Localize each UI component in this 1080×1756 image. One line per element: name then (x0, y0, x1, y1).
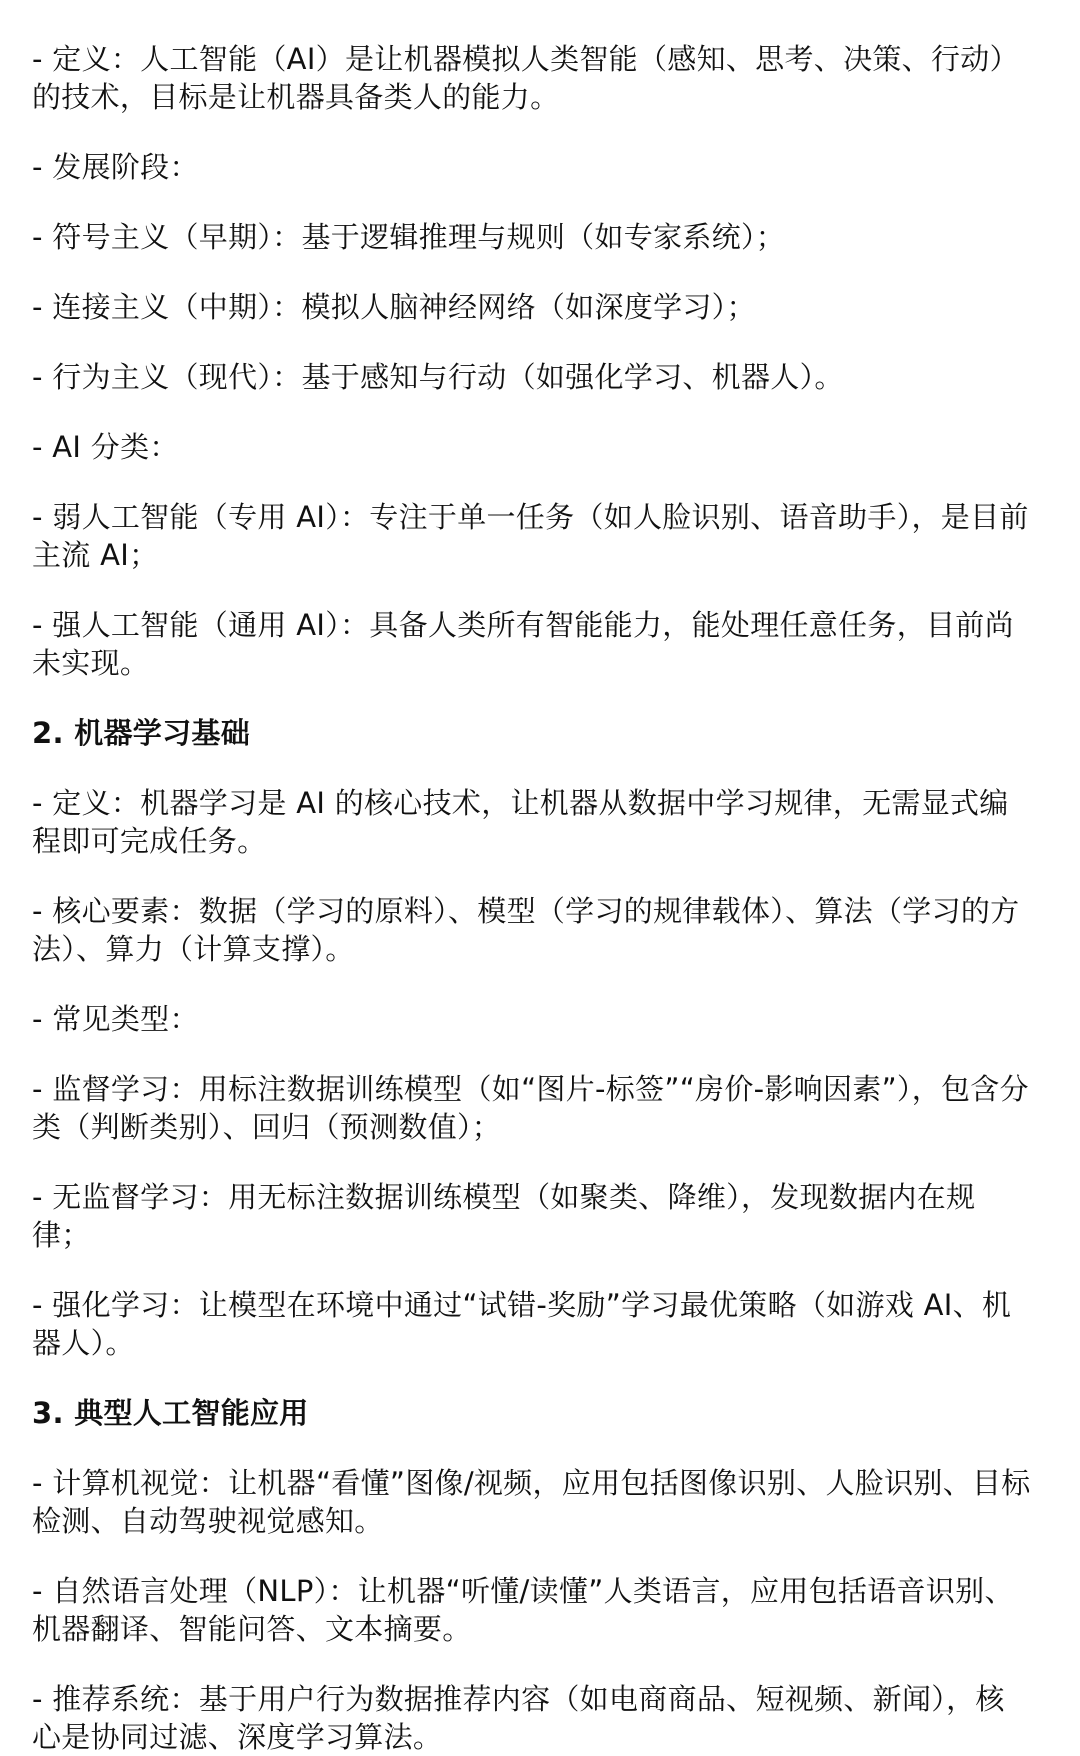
paragraph-common-types: - 常见类型： (32, 1002, 199, 1036)
paragraph-reinforcement-learning: - 强化学习：让模型在环境中通过“试错-奖励”学习最优策略（如游戏 AI、机器人）。 (32, 1288, 1012, 1360)
paragraph-unsupervised-learning: - 无监督学习：用无标注数据训练模型（如聚类、降维），发现数据内在规律； (32, 1180, 976, 1252)
paragraph-core-elements: - 核心要素：数据（学习的原料）、模型（学习的规律载体）、算法（学习的方法）、算力（计算支撑）。 (32, 894, 1020, 966)
paragraph-connectionism: - 连接主义（中期）：模拟人脑神经网络（如深度学习）； (32, 290, 756, 324)
paragraph-ml-definition: - 定义：机器学习是 AI 的核心技术，让机器从数据中学习规律，无需显式编程即可完成任务。 (32, 786, 1009, 858)
paragraph-ai-classification: - AI 分类： (32, 430, 179, 464)
paragraph-nlp: - 自然语言处理（NLP）：让机器“听懂/读懂”人类语言，应用包括语音识别、机器翻译、智能问答、文本摘要。 (32, 1574, 1014, 1646)
section-heading-ml-basics: 2. 机器学习基础 (32, 716, 250, 750)
paragraph-development-stages: - 发展阶段： (32, 150, 199, 184)
paragraph-computer-vision: - 计算机视觉：让机器“看懂”图像/视频，应用包括图像识别、人脸识别、目标检测、自动驾驶视觉感知。 (32, 1466, 1031, 1538)
paragraph-recommender-systems: - 推荐系统：基于用户行为数据推荐内容（如电商商品、短视频、新闻），核心是协同过滤、深度学习算法。 (32, 1682, 1005, 1754)
paragraph-supervised-learning: - 监督学习：用标注数据训练模型（如“图片-标签”“房价-影响因素”），包含分类（判断类别）、回归（预测数值）； (32, 1072, 1029, 1144)
paragraph-weak-ai: - 弱人工智能（专用 AI）：专注于单一任务（如人脸识别、语音助手），是目前主流 AI； (32, 500, 1029, 572)
paragraph-strong-ai: - 强人工智能（通用 AI）：具备人类所有智能能力，能处理任意任务，目前尚未实现。 (32, 608, 1014, 680)
paragraph-symbolism: - 符号主义（早期）：基于逻辑推理与规则（如专家系统）； (32, 220, 786, 254)
section-heading-ai-applications: 3. 典型人工智能应用 (32, 1396, 309, 1430)
paragraph-ai-definition: - 定义：人工智能（AI）是让机器模拟人类智能（感知、思考、决策、行动）的技术，目标是让机器具备类人的能力。 (32, 42, 1019, 114)
paragraph-behaviorism: - 行为主义（现代）：基于感知与行动（如强化学习、机器人）。 (32, 360, 844, 394)
